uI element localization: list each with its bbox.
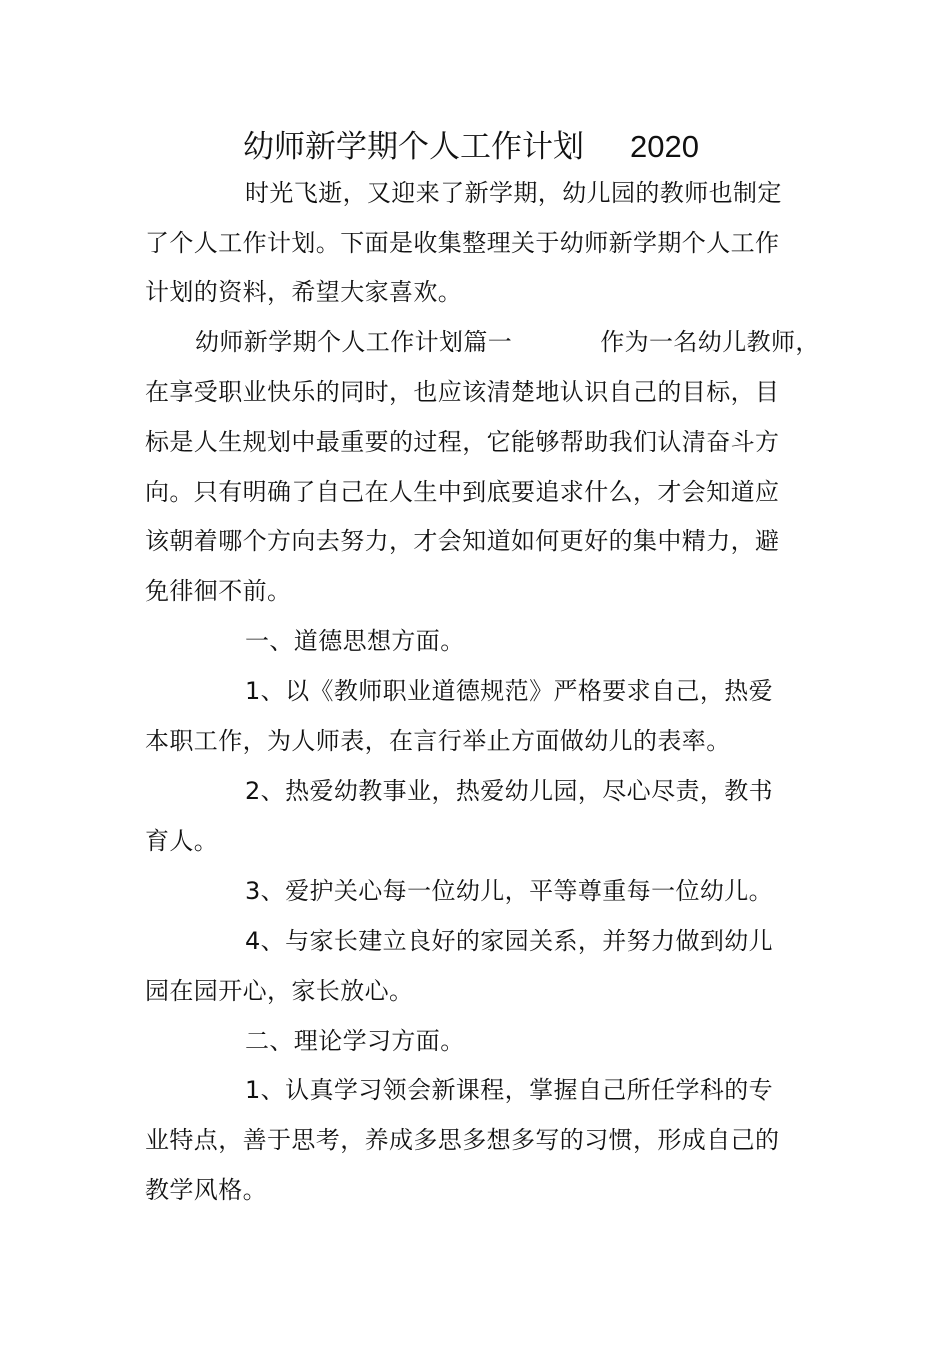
body-line-4: 该朝着哪个方向去努力，才会知道如何更好的集中精力，避 (145, 527, 780, 555)
part1-heading: 一、道德思想方面。 (245, 627, 465, 655)
part1-item4-line-1: 4、与家长建立良好的家园关系，并努力做到幼儿 (245, 927, 774, 955)
part2-heading: 二、理论学习方面。 (245, 1027, 465, 1055)
part1-item1-line-2: 本职工作，为人师表，在言行举止方面做幼儿的表率。 (145, 727, 731, 755)
document-title (243, 128, 699, 166)
part2-item1-line-3: 教学风格。 (145, 1176, 267, 1204)
part1-item3-line-1: 3、爱护关心每一位幼儿，平等尊重每一位幼儿。 (245, 877, 774, 905)
intro-line-2: 了个人工作计划。下面是收集整理关于幼师新学期个人工作 (145, 229, 780, 257)
intro-line-3: 计划的资料，希望大家喜欢。 (145, 278, 463, 306)
part1-item2-line-1: 2、热爱幼教事业，热爱幼儿园，尽心尽责，教书 (245, 777, 774, 805)
body-line-2: 标是人生规划中最重要的过程，它能够帮助我们认清奋斗方 (145, 428, 780, 456)
part1-item4-line-2: 园在园开心，家长放心。 (145, 977, 414, 1005)
part1-item1-line-1: 1、以《教师职业道德规范》严格要求自己，热爱 (245, 677, 774, 705)
part1-item2-line-2: 育人。 (145, 827, 219, 855)
body-line-5: 免徘徊不前。 (145, 577, 292, 605)
part2-item1-line-2: 业特点，善于思考，养成多思多想多写的习惯，形成自己的 (145, 1126, 780, 1154)
section-heading-right: 作为一名幼儿教师， (600, 328, 820, 356)
title-text: 幼师新学期个人工作计划 (243, 129, 584, 165)
section-heading-left: 幼师新学期个人工作计划篇一 (195, 328, 513, 356)
section-heading-line (195, 327, 820, 357)
body-line-1: 在享受职业快乐的同时，也应该清楚地认识自己的目标，目 (145, 378, 780, 406)
body-line-3: 向。只有明确了自己在人生中到底要追求什么，才会知道应 (145, 478, 780, 506)
part2-item1-line-1: 1、认真学习领会新课程，掌握自己所任学科的专 (245, 1076, 774, 1104)
title-year: 2020 (630, 129, 699, 164)
intro-line-1: 时光飞逝，又迎来了新学期，幼儿园的教师也制定 (245, 179, 782, 207)
